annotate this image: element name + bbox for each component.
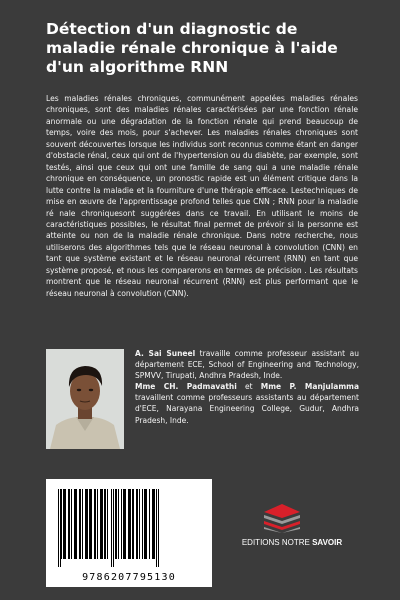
barcode-bar [89, 489, 92, 559]
author-bio [135, 348, 359, 426]
author-name: Mme CH. Padmavathi [135, 382, 237, 392]
barcode-bar [115, 489, 117, 559]
isbn-barcode [46, 479, 212, 587]
barcode-bar [94, 489, 96, 559]
publisher-emphasis: SAVOIR [312, 538, 343, 547]
author-name: Mme P. Manjulamma [260, 382, 360, 392]
author-connector: et [236, 382, 261, 392]
barcode-bar [152, 489, 155, 559]
barcode-bar [158, 489, 159, 567]
barcode-bar [100, 489, 103, 559]
barcode-bar [107, 489, 108, 559]
barcode-bar [139, 489, 140, 559]
barcode-bar [60, 489, 61, 567]
barcode-bar [144, 489, 147, 559]
author-name: A. Sai Suneel [135, 349, 196, 358]
barcode-bar [85, 489, 88, 559]
barcode-bar [118, 489, 119, 559]
publisher-prefix: EDITIONS NOTRE [241, 538, 313, 547]
barcode-bar [68, 489, 70, 559]
barcode-bar [79, 489, 81, 559]
barcode-bar [121, 489, 122, 559]
barcode-bar [63, 489, 66, 559]
book-title: Détection d'un diagnostic de maladie rénale chronique à l'aide d'un algorithme RNN [46, 20, 338, 76]
book-abstract: Les maladies rénales chroniques, communément appelées maladies rénales chroniques, sont des maladies rénales caractérisées par une fonction rénale anormale ou une dégradation de la fonction rénale qui prend beaucoup de temps, voire des mois, pour s'achever. Les maladies rénales chroniques sont souvent découvertes lorsque les individus sont reconnus comme étant en danger d'obstacle rénal, ceux qui ont de l'hypertension ou du diabète, par exemple, sont testés, ainsi que ceux qui ont une famille de sang qui a une maladie rénale chronique en conséquence, un pronostic rapide est un élément critique dans la lutte contre la maladie et la fourniture d'une thérapie efficace. Lestechniques de mise en œuvre de l'apprentissage profond telles que CNN ; RNN pour la maladie ré nale chroniquesont suggérées dans ce travail. En utilisant le moins de caractéristiques possibles, le résultat final permet de prévoir si la personne est atteinte ou non de la maladie rénale chronique. Dans notre recherche, nous utiliserons des algorithmes tels que le réseau neuronal à convolution (CNN) en tant que système existant et le réseau neuronal récurrent (RNN) en tant que système proposé, et nous les comparerons en termes de précision . Les résultats montrent que le réseau neuronal récurrent (RNN) est plus performant que le réseau neuronal à convolution (CNN). [46, 94, 358, 298]
barcode-bar [104, 489, 106, 559]
barcode-bar [74, 489, 77, 559]
barcode-bar [113, 489, 114, 567]
barcode-bar [149, 489, 150, 559]
author-portrait-icon [46, 349, 124, 449]
barcode-bar [128, 489, 131, 559]
barcode-bar [142, 489, 143, 559]
author-photo [46, 349, 124, 449]
publisher-name [236, 538, 348, 547]
barcode-bar [123, 489, 126, 559]
barcode-bars [56, 489, 202, 567]
isbn-number: 9786207795130 [82, 572, 176, 583]
barcode-bar [61, 489, 62, 559]
barcode-bar [156, 489, 157, 567]
barcode-bar [136, 489, 138, 559]
author-description: travaillent comme professeurs assistants au département d'ECE, Narayana Engineering College, Gudur, Andhra Pradesh, Inde. [135, 393, 359, 425]
barcode-bar [111, 489, 112, 567]
barcode-bar [71, 489, 72, 559]
author-description: travaille comme professeur assistant au département ECE, School of Engineering and Technology, SPMVV, Tirupati, Andhra Pradesh, Inde. [135, 349, 359, 381]
barcode-bar [82, 489, 83, 559]
barcode-bar [58, 489, 59, 567]
barcode-bar [132, 489, 134, 559]
barcode-bar [97, 489, 98, 559]
stacked-books-logo-icon [262, 499, 302, 533]
